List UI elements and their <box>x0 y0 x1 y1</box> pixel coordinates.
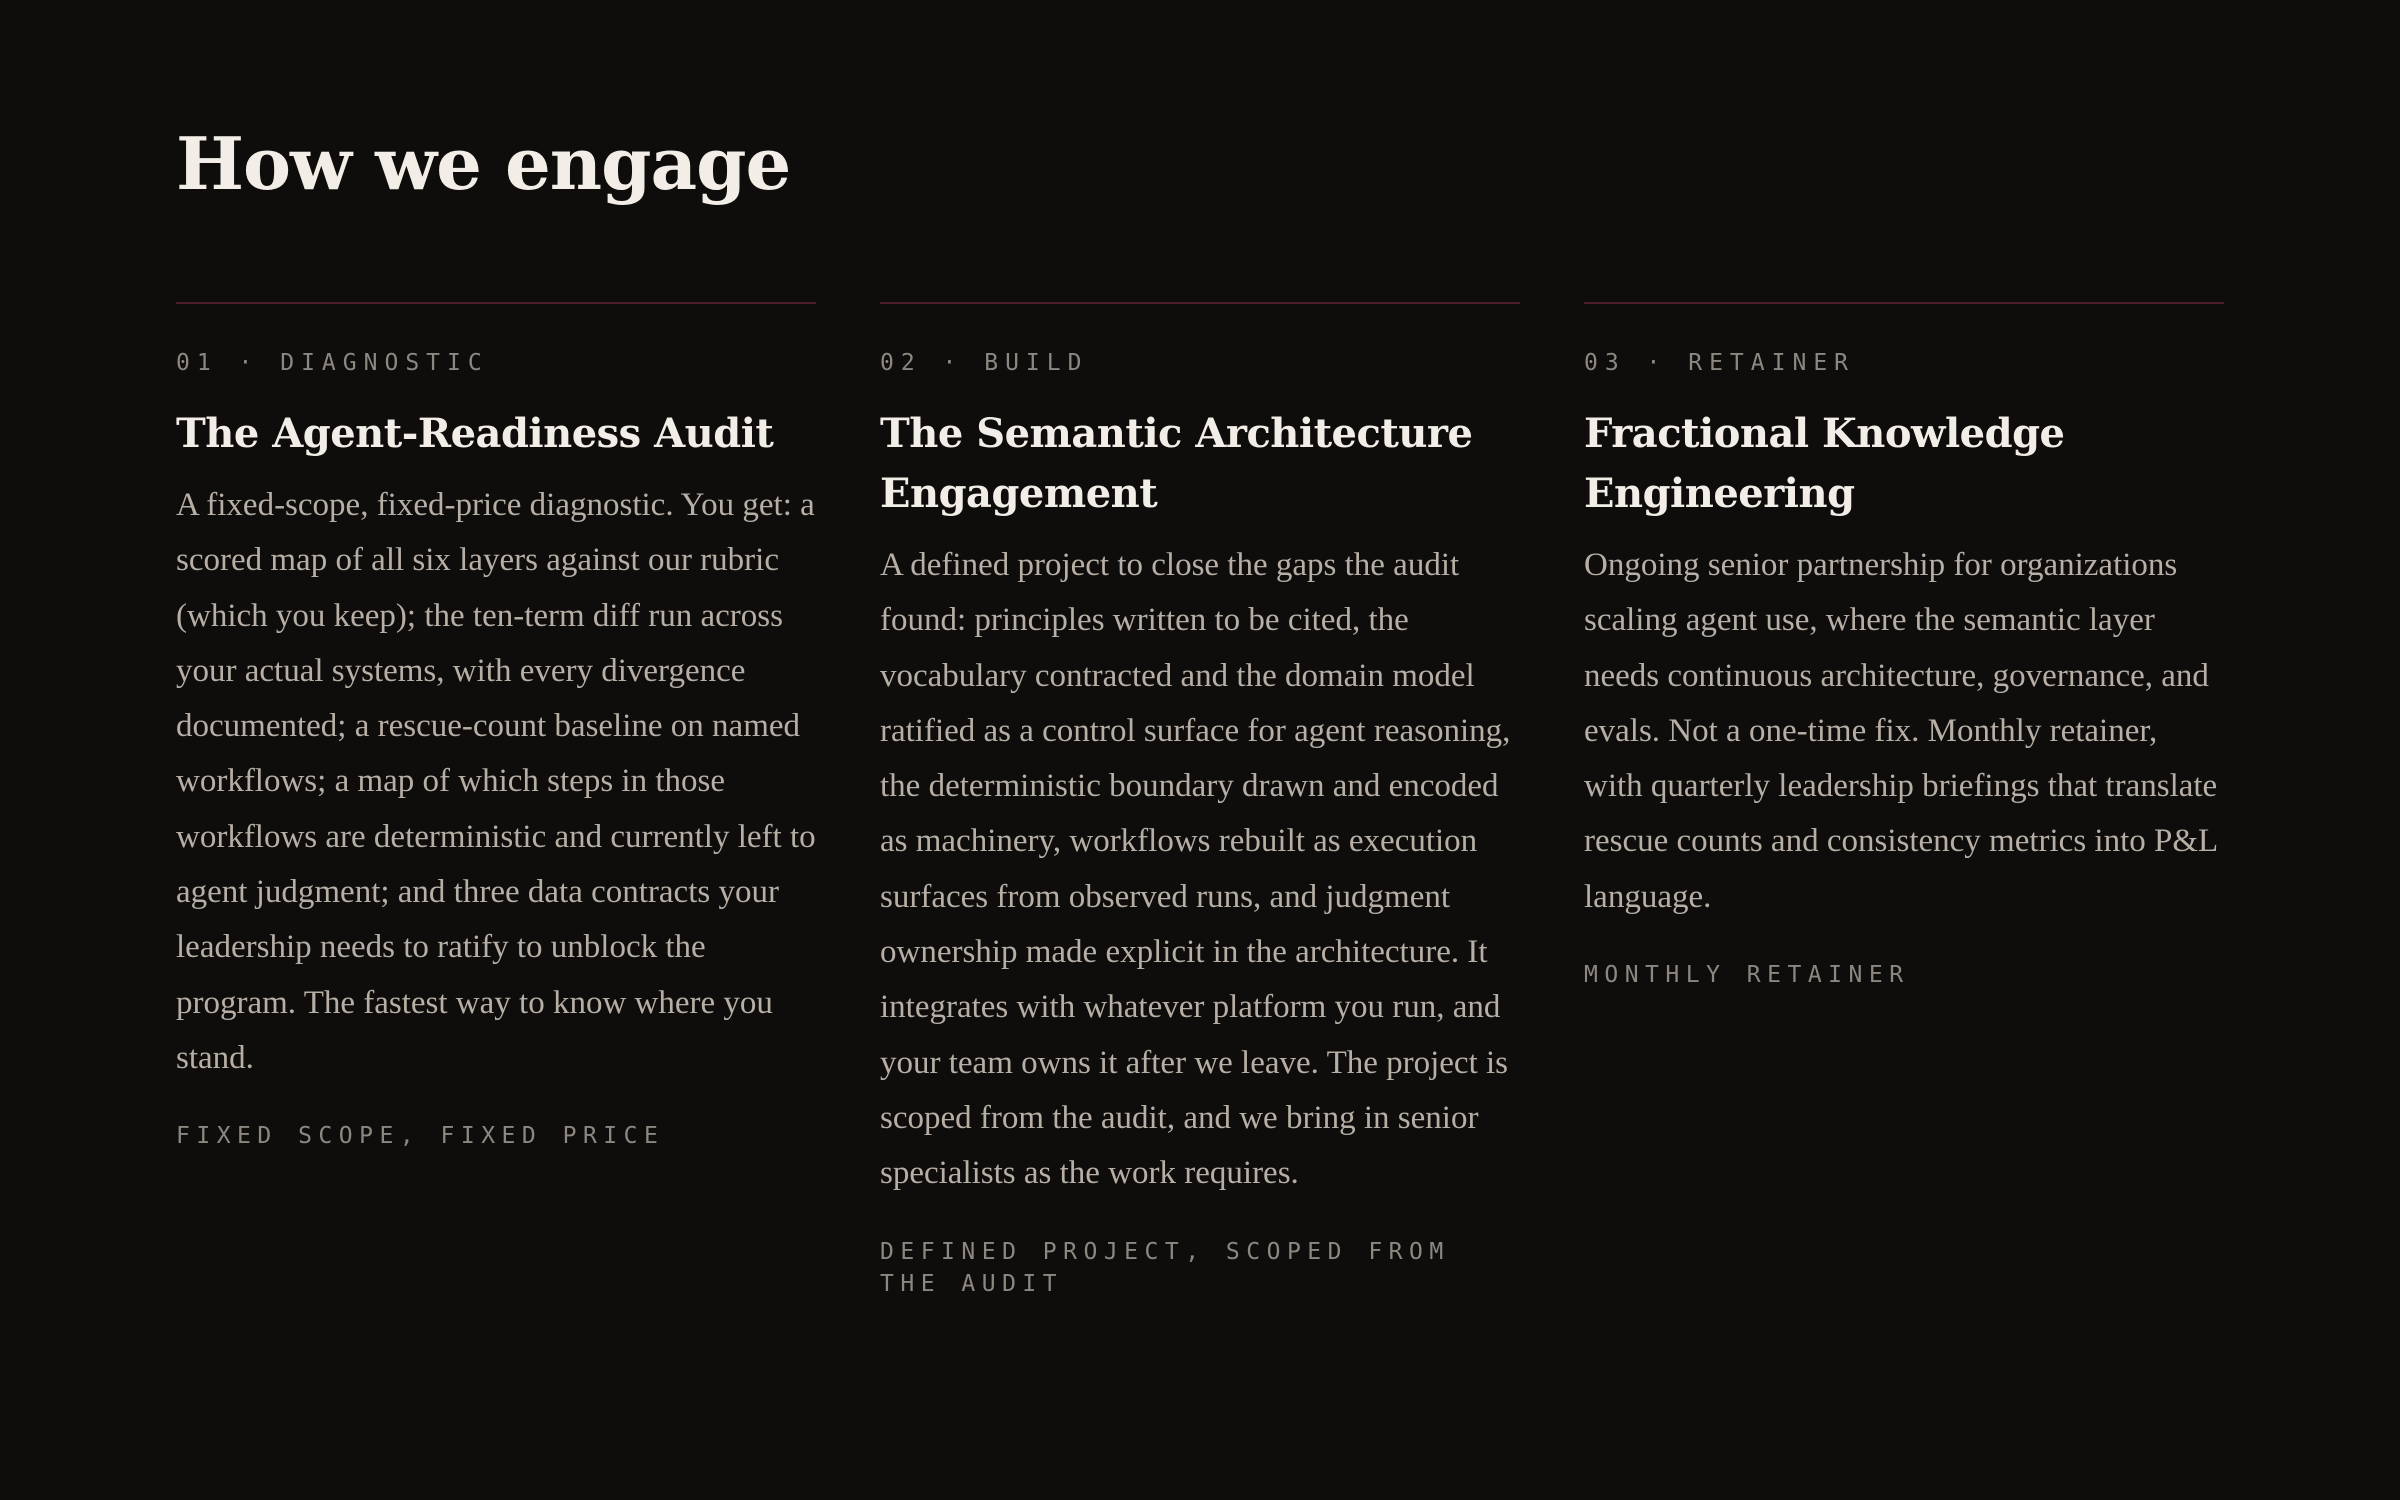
card-pricing-tag: FIXED SCOPE, FIXED PRICE <box>176 1123 665 1150</box>
card-eyebrow: 03 · RETAINER <box>1584 350 1856 376</box>
card-pricing-tag: MONTHLY RETAINER <box>1584 962 1910 989</box>
card-title: Fractional Knowledge Engineering <box>1584 410 2065 517</box>
card-description: A defined project to close the gaps the audit found: principles written to be cited, the vocabulary contracted and the domain model ratified as a control surface for agent reasoning, the deterministic boundary drawn and encoded as machinery, workflows rebuilt as execution surfaces from observed runs, and judgment ownership made explicit in the architecture. It integrates with whatever platform you run, and your team owns it after we leave. The project is scoped from the audit, and we bring in senior specialists as the work requires. <box>880 547 1511 1192</box>
engagement-card-retainer <box>1584 302 2224 991</box>
card-description: Ongoing senior partnership for organizations scaling agent use, where the semantic layer needs continuous architecture, governance, and evals. Not a one-time fix. Monthly retainer, with quarterly leadership briefings that translate rescue counts and consistency metrics into P&L language. <box>1584 547 2218 915</box>
card-eyebrow: 02 · BUILD <box>880 350 1089 376</box>
section-title: How we engage <box>176 121 791 206</box>
card-pricing-tag: DEFINED PROJECT, SCOPED FROM THE AUDIT <box>880 1238 1450 1297</box>
card-description: A fixed-scope, fixed-price diagnostic. You get: a scored map of all six layers against our rubric (which you keep); the ten-term diff run across your actual systems, with every divergence documented; a rescue-count baseline on named workflows; a map of which steps in those workflows are deterministic and currently left to agent judgment; and three data contracts your leadership needs to ratify to unblock the program. The fastest way to know where you stand. <box>176 487 816 1076</box>
card-title: The Agent-Readiness Audit <box>176 410 774 457</box>
card-title: The Semantic Architecture Engagement <box>880 410 1473 517</box>
engagement-card-diagnostic <box>176 302 816 1152</box>
engagement-card-build <box>880 302 1520 1300</box>
card-eyebrow: 01 · DIAGNOSTIC <box>176 350 489 376</box>
